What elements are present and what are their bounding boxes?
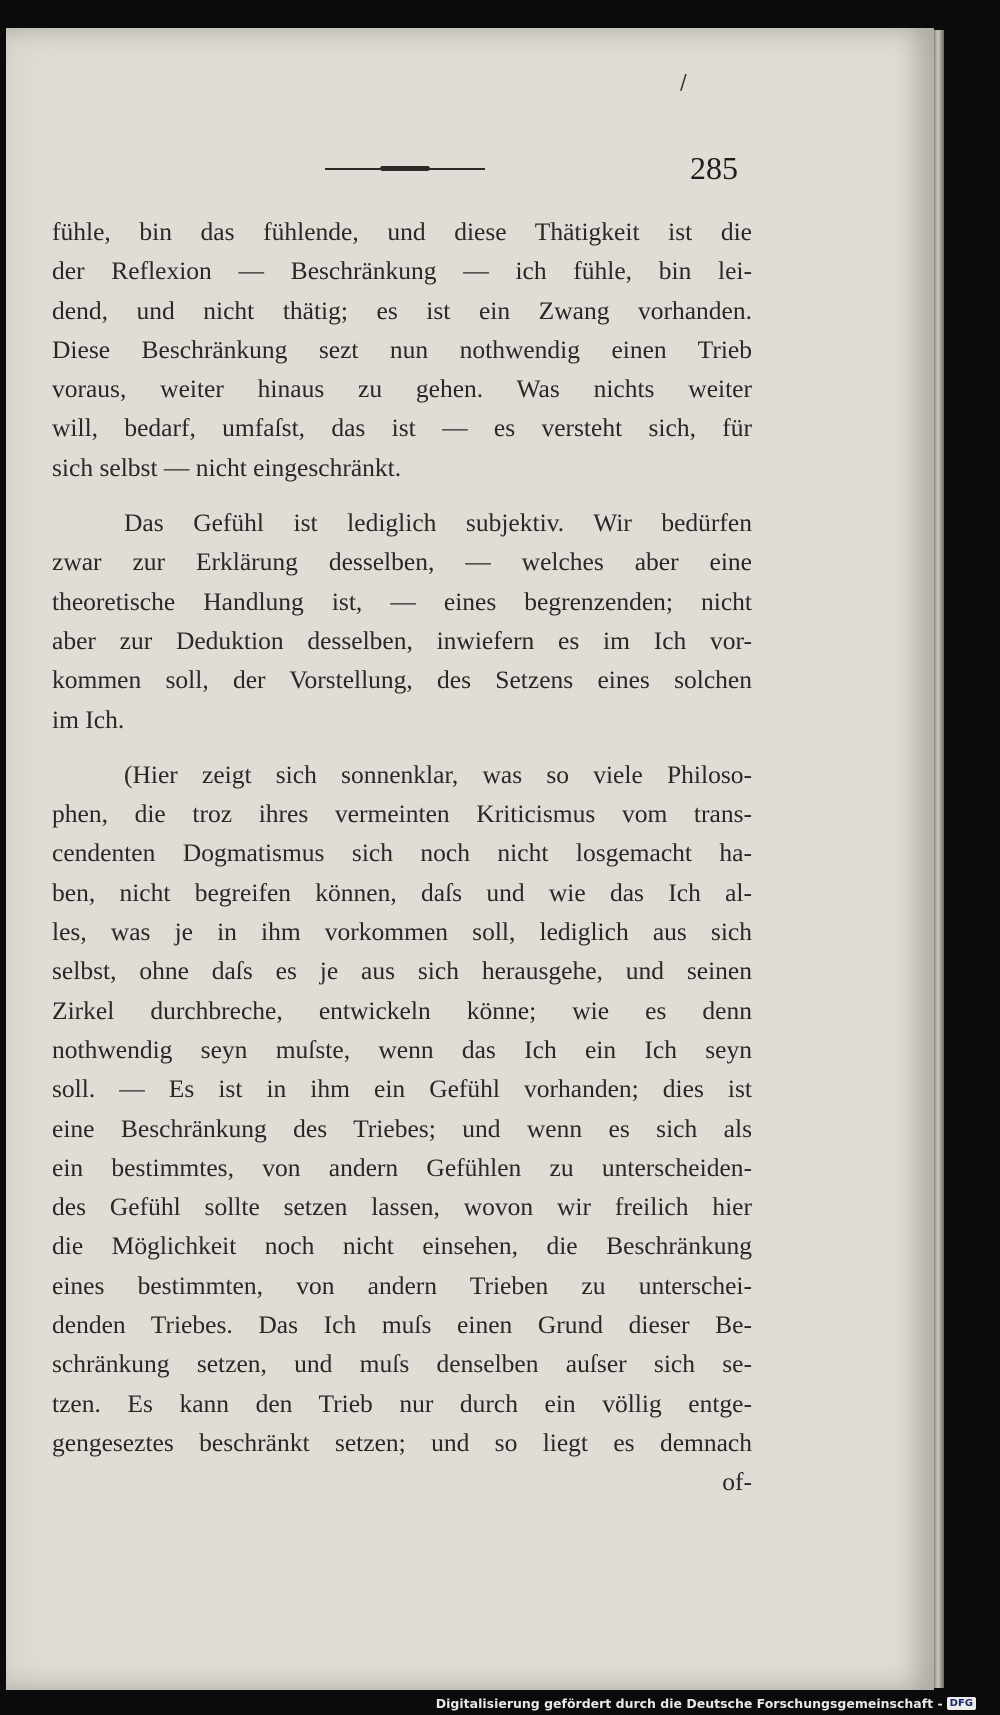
text-line: dend, und nicht thätig; es ist ein Zwang vorhanden. [52,295,752,325]
text-line: ben, nicht begreifen können, daſs und wie das Ich al- [52,877,752,907]
text-line: Das Gefühl ist lediglich subjektiv. Wir bedürfen [124,508,752,538]
text-line: des Gefühl sollte setzen lassen, wovon wir freilich hier [52,1192,752,1222]
text-line: les, was je in ihm vorkommen soll, lediglich aus sich [52,917,752,947]
text-line: theoretische Handlung ist, — eines begrenzenden; nicht [52,586,752,616]
catchword: of- [722,1467,752,1497]
paragraph-gap [52,739,752,755]
text-line: schränkung setzen, und muſs denselben auſser sich se- [52,1349,752,1379]
text-line: der Reflexion — Beschränkung — ich fühle, bin lei- [52,256,752,286]
text-line: cendenten Dogmatismus sich noch nicht losgemacht ha- [52,838,752,868]
text-line: will, bedarf, umfaſst, das ist — es versteht sich, für [52,413,752,443]
page-number: 285 [690,150,738,186]
text-line: ein bestimmtes, von andern Gefühlen zu unterscheiden- [52,1152,752,1182]
text-line: eine Beschränkung des Triebes; und wenn es sich als [52,1113,752,1143]
digitization-footer [436,1696,976,1711]
text-line: kommen soll, der Vorstellung, des Setzens eines solchen [52,665,752,695]
text-line: soll. — Es ist in ihm ein Gefühl vorhanden; dies ist [52,1074,752,1104]
text-line: gengeseztes beschränkt setzen; und so liegt es demnach [52,1427,752,1457]
text-line: aber zur Deduktion desselben, inwiefern es im Ich vor- [52,625,752,655]
text-line: fühle, bin das fühlende, und diese Thätigkeit ist die [52,217,752,246]
text-line: die Möglichkeit noch nicht einsehen, die Beschränkung [52,1231,752,1261]
body-text [52,212,752,1502]
text-line: nothwendig seyn muſste, wenn das Ich ein Ich seyn [52,1034,752,1064]
text-line: im Ich. [52,704,125,734]
text-line: selbst, ohne daſs es je aus sich herausgehe, und seinen [52,956,752,986]
text-line: (Hier zeigt sich sonnenklar, was so viele Philoso- [124,759,752,789]
text-line: tzen. Es kann den Trieb nur durch ein völlig entge- [52,1388,752,1418]
dfg-logo-icon: DFG [947,1697,976,1710]
text-line: phen, die troz ihres vermeinten Kriticismus vom trans- [52,799,752,829]
stray-mark: / [680,70,687,94]
text-line: voraus, weiter hinaus zu gehen. Was nichts weiter [52,374,752,404]
text-line: Zirkel durchbreche, entwickeln könne; wie es denn [52,995,752,1025]
text-line: zwar zur Erklärung desselben, — welches aber eine [52,547,752,577]
paragraph-gap [52,487,752,503]
page-edge [934,30,944,1688]
footer-credit-text: Digitalisierung gefördert durch die Deutsche Forschungsgemeinschaft - [435,1696,943,1711]
text-line: Diese Beschränkung sezt nun nothwendig einen Trieb [52,334,752,364]
text-line: eines bestimmten, von andern Trieben zu unterschei- [52,1270,752,1300]
header-ornament-rule [325,168,485,170]
text-line: denden Triebes. Das Ich muſs einen Grund dieser Be- [52,1310,752,1340]
text-line: sich selbst — nicht eingeschränkt. [52,452,402,482]
